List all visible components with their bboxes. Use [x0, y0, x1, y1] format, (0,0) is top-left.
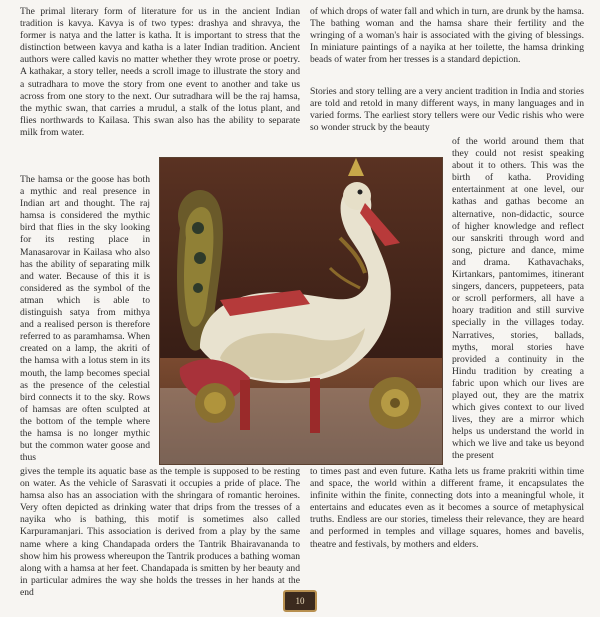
- swan-sculpture-image: [160, 158, 442, 464]
- text-top-right-2: Stories and story telling are a very ancient tradition in India and stories are told and retold in many different ways, in many languages and in varied forms. The earliest story tellers were our Vedic rishis who were so wonder struck by the beauty: [310, 86, 584, 134]
- text-top-left: The primal literary form of literature for us in the ancient Indian tradition is kavya. Kavya is of two types: drashya and shravya, the former is natya and the latter is katha. It is important to stress that the distinction between kavya and katha is a later Indian tradition. Ancient authors were called kavis no matter whether they wrote prose or poetry. A kathakar, a story teller, needs a scroll image to illustrate the story and a sutradhara to move the story from one event to another and take us across from one story to the next. Our sutradhara will be the raj hamsa, the mythic swan, that carries a mrudul, a stalk of the lotus plant, and flies northwards to Kailasa. This swan also has the ability to separate milk from water.: [20, 6, 300, 138]
- text-left-column: The hamsa or the goose has both a mythic and real presence in Indian art and thought. The raj hamsa is considered the mythic bird that flies in the sky looking for its resting place in Manasarovar in Kailasa who also has the ability of separating milk and water. Because of this it is considered as the symbol of the atman which is able to distinguish satya from mithya and a realised person is therefore referred to as paramhamsa. When created on a lamp, the akriti of the hamsa with a lotus stem in its mouth, the lamp becomes special as the presence of the celestial bird connects it to the sky. Rows of hamsas are often sculpted at the bottom of the temple where the hamsa is no longer mythic but the common water goose and thus: [20, 174, 150, 464]
- swan-sculpture-photo: [160, 158, 442, 464]
- text-bottom-left: gives the temple its aquatic base as the temple is supposed to be resting on water. As the vehicle of Sarasvati it occupies a pride of place. The hamsa also has an association with the shringara of romantic heroines. Very often depicted as drinking water that drips from the tresses of a nayika who is bathing, this motif is sometimes also called Karpuramanjari. This association is derived from a play by the same name where a king Chandapada orders the Tantrik Bhairavananda to show him his prowess whereupon the Tantrik produces a bathing woman along with a hamsa at her feet. Chandapada is smitten by her beauty and in particular admires the way she holds the tresses in her hands at the end: [20, 466, 300, 598]
- text-right-column: of the world around them that they could not resist speaking about it to others. This was the birth of katha. Providing entertainment at one level, our kathas and gathas become an alternative, non-didactic, source of higher knowledge and reflect our sanskriti through word and song, picture and dance, mime and drama. Kathavachaks, Kirtankars, pantomimes, itinerant singers, dancers, puppeteers, pata or scroll performers, all have a hoary tradition and still survive specially in the villages today. Narratives, stories, ballads, myths, moral stories have provided a continuity in the Hindu tradition by creating a fabric upon which our lives are played out, they are the matrix which gives context to our lived lives, they are a mirror which helps us understand the world in which we live and take us beyond the present: [452, 136, 584, 462]
- page-number: 10: [295, 596, 305, 606]
- page-number-badge: [283, 590, 317, 612]
- text-bottom-right: to times past and even future. Katha lets us frame prakriti within time and space, the world within a different frame, it encapsulates the infinite within the finite, connecting dots into a meaningful whole, it entertains and educates even as it becomes a source of metaphysical truths. Endless are our stories, timeless their relevance, they are heard and performed in temples and village squares, homes and bavelis, theatre and festivals, by mothers and elders.: [310, 466, 584, 550]
- text-top-right-1: of which drops of water fall and which in turn, are drunk by the hamsa. The bathing woman and the hamsa share their fertility and the wringing of a woman's hair is associated with the giving of blessings. In miniature paintings of a nayika at her toilette, the hamsa drinking beads of water from her tresses is a standard depiction.: [310, 6, 584, 66]
